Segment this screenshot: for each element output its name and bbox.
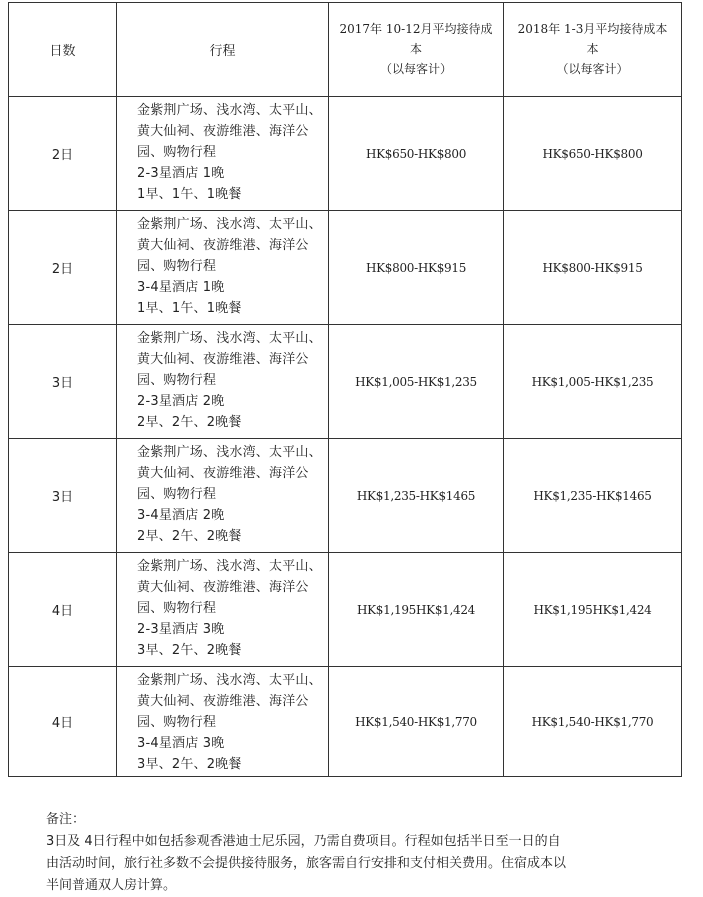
header-cost-2018-line: （以每客计） — [556, 62, 629, 76]
cost-2017-cell — [329, 325, 504, 439]
itinerary-line: 黄大仙祠、夜游维港、海洋公 — [137, 466, 309, 481]
itinerary-line: 金紫荆广场、浅水湾、太平山、 — [137, 673, 322, 688]
itinerary-cell — [117, 211, 329, 325]
itinerary-cell — [117, 553, 329, 667]
cost-2017-value: HK$1,195HK$1,424 — [356, 602, 476, 617]
itinerary-cell — [117, 667, 329, 777]
itinerary-line: 金紫荆广场、浅水湾、太平山、 — [137, 559, 322, 574]
table-header-row — [9, 3, 682, 97]
header-days: 日数 — [9, 3, 117, 97]
itinerary-line: 金紫荆广场、浅水湾、太平山、 — [137, 103, 322, 118]
cost-2018-value: HK$1,005-HK$1,235 — [531, 374, 654, 389]
itinerary-line: 黄大仙祠、夜游维港、海洋公 — [137, 352, 309, 367]
table-row — [9, 211, 682, 325]
header-cost-2017 — [329, 3, 504, 97]
itinerary-line: 黄大仙祠、夜游维港、海洋公 — [137, 694, 309, 709]
tour-cost-table — [8, 2, 682, 777]
table-row — [9, 667, 682, 777]
notes-line: 半间普通双人房计算。 — [46, 878, 177, 893]
header-cost-2018-line: 本 — [586, 42, 599, 56]
itinerary-line: 黄大仙祠、夜游维港、海洋公 — [137, 580, 309, 595]
itinerary-line: 2-3星酒店 3晚 — [137, 622, 225, 637]
itinerary-line: 园、购物行程 — [137, 259, 217, 274]
itinerary-line: 园、购物行程 — [137, 145, 217, 160]
itinerary-line: 3早、2午、2晚餐 — [137, 643, 242, 658]
itinerary-line: 金紫荆广场、浅水湾、太平山、 — [137, 331, 322, 346]
cost-2018-cell — [504, 211, 682, 325]
itinerary-line: 金紫荆广场、浅水湾、太平山、 — [137, 217, 322, 232]
days-cell: 3日 — [9, 325, 117, 439]
cost-2018-value: HK$800-HK$915 — [542, 260, 643, 275]
itinerary-line: 园、购物行程 — [137, 601, 217, 616]
cost-2018-value: HK$650-HK$800 — [542, 146, 643, 161]
cost-2017-value: HK$1,005-HK$1,235 — [355, 374, 477, 389]
notes-line: 由活动时间，旅行社多数不会提供接待服务，旅客需自行安排和支付相关费用。住宿成本以 — [46, 856, 567, 871]
itinerary-line: 1早、1午、1晚餐 — [137, 301, 242, 316]
itinerary-line: 园、购物行程 — [137, 487, 217, 502]
itinerary-line: 黄大仙祠、夜游维港、海洋公 — [137, 238, 309, 253]
cost-2017-value: HK$650-HK$800 — [365, 146, 467, 161]
itinerary-cell — [117, 325, 329, 439]
itinerary-line: 3-4星酒店 2晚 — [137, 508, 225, 523]
itinerary-line: 3-4星酒店 3晚 — [137, 736, 225, 751]
cost-2017-value: HK$1,540-HK$1,770 — [355, 714, 477, 729]
days-cell: 4日 — [9, 553, 117, 667]
cost-2018-cell — [504, 667, 682, 777]
cost-2017-cell — [329, 211, 504, 325]
itinerary-line: 2早、2午、2晚餐 — [137, 529, 242, 544]
table-row — [9, 553, 682, 667]
table-row — [9, 97, 682, 211]
cost-2018-cell — [504, 97, 682, 211]
notes-title: 备注： — [46, 812, 86, 827]
cost-2017-cell — [329, 553, 504, 667]
days-cell: 2日 — [9, 97, 117, 211]
itinerary-line: 园、购物行程 — [137, 715, 217, 730]
header-cost-2018-line: 2018年 1-3月平均接待成本 — [517, 22, 668, 36]
cost-2018-value: HK$1,235-HK$1465 — [533, 488, 652, 503]
itinerary-cell — [117, 439, 329, 553]
header-cost-2017-line: 2017年 10-12月平均接待成 — [339, 22, 493, 36]
header-cost-2017-line: 本 — [409, 42, 422, 56]
cost-2017-value: HK$1,235-HK$1465 — [356, 488, 476, 503]
itinerary-line: 2-3星酒店 1晚 — [137, 166, 225, 181]
itinerary-line: 2早、2午、2晚餐 — [137, 415, 242, 430]
itinerary-line: 黄大仙祠、夜游维港、海洋公 — [137, 124, 309, 139]
cost-2018-cell — [504, 553, 682, 667]
cost-2018-value: HK$1,195HK$1,424 — [533, 602, 652, 617]
itinerary-line: 3早、2午、2晚餐 — [137, 757, 242, 772]
table-row — [9, 439, 682, 553]
header-itinerary: 行程 — [117, 3, 329, 97]
cost-2018-cell — [504, 325, 682, 439]
cost-2017-cell — [329, 97, 504, 211]
days-cell: 2日 — [9, 211, 117, 325]
cost-2018-value: HK$1,540-HK$1,770 — [531, 714, 654, 729]
table-row — [9, 325, 682, 439]
header-cost-2017-line: （以每客计） — [379, 62, 452, 76]
cost-2018-cell — [504, 439, 682, 553]
itinerary-cell — [117, 97, 329, 211]
notes-line: 3日及 4日行程中如包括参观香港迪士尼乐园，乃需自费项目。行程如包括半日至一日的自 — [46, 834, 561, 849]
itinerary-line: 3-4星酒店 1晚 — [137, 280, 225, 295]
cost-2017-value: HK$800-HK$915 — [365, 260, 467, 275]
itinerary-line: 2-3星酒店 2晚 — [137, 394, 225, 409]
itinerary-line: 金紫荆广场、浅水湾、太平山、 — [137, 445, 322, 460]
notes-section — [46, 809, 666, 897]
itinerary-line: 园、购物行程 — [137, 373, 217, 388]
cost-2017-cell — [329, 667, 504, 777]
cost-2017-cell — [329, 439, 504, 553]
header-cost-2018 — [504, 3, 682, 97]
days-cell: 3日 — [9, 439, 117, 553]
days-cell: 4日 — [9, 667, 117, 777]
itinerary-line: 1早、1午、1晚餐 — [137, 187, 242, 202]
